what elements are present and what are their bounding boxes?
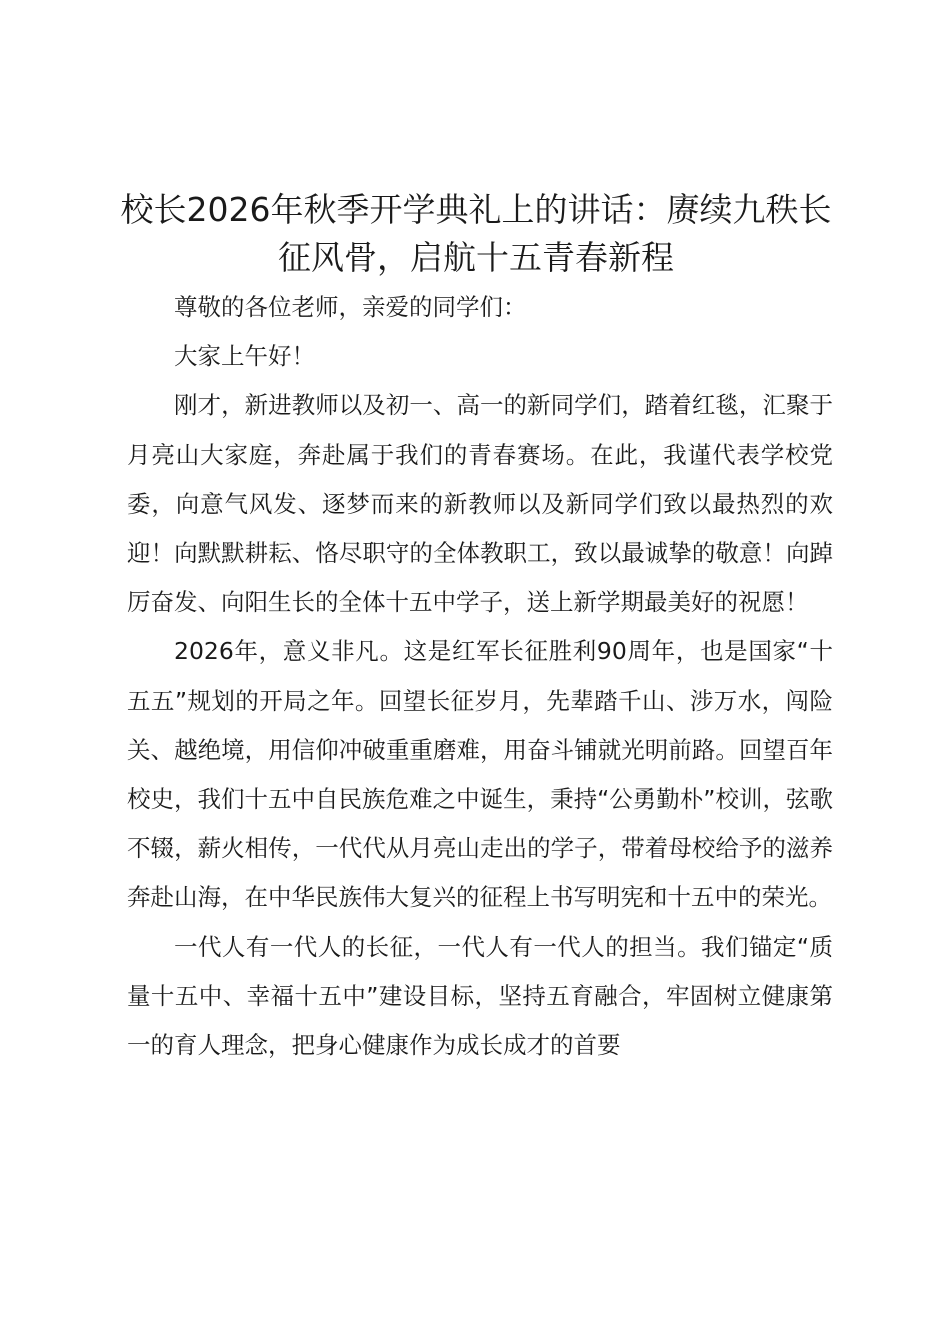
history-paragraph: 2026年，意义非凡。这是红军长征胜利90周年，也是国家“十五五”规划的开局之年。回望长征岁月，先辈踏千山、涉万水，闯险关、越绝境，用信仰冲破重重磨难，用奋斗铺就光明前路。回望百年校史，我们十五中自民族危难之中诞生，秉持“公勇勤朴”校训，弦歌不辍，薪火相传，一代代从月亮山走出的学子，带着母校给予的滋养奔赴山海，在中华民族伟大复兴的征程上书写明宪和十五中的荣光。 bbox=[127, 637, 833, 912]
greeting-paragraph: 大家上午好！ bbox=[174, 342, 315, 371]
document-body bbox=[127, 283, 833, 1070]
salutation-paragraph: 尊敬的各位老师，亲爱的同学们： bbox=[174, 293, 527, 321]
document-title: 校长2026年秋季开学典礼上的讲话：赓续九秩长征风骨，启航十五青春新程 bbox=[120, 190, 832, 277]
welcome-paragraph: 刚才，新进教师以及初一、高一的新同学们，踏着红毯，汇聚于月亮山大家庭，奔赴属于我们的青春赛场。在此，我谨代表学校党委，向意气风发、逐梦而来的新教师以及新同学们致以最热烈的欢迎！向默默耕耘、恪尽职守的全体教职工，致以最诚挚的敬意！向踔厉奋发、向阳生长的全体十五中学子，送上新学期最美好的祝愿！ bbox=[127, 391, 833, 617]
mission-paragraph: 一代人有一代人的长征，一代人有一代人的担当。我们锚定“质量十五中、幸福十五中”建设目标，坚持五育融合，牢固树立健康第一的育人理念，把身心健康作为成长成才的首要 bbox=[127, 932, 833, 1060]
